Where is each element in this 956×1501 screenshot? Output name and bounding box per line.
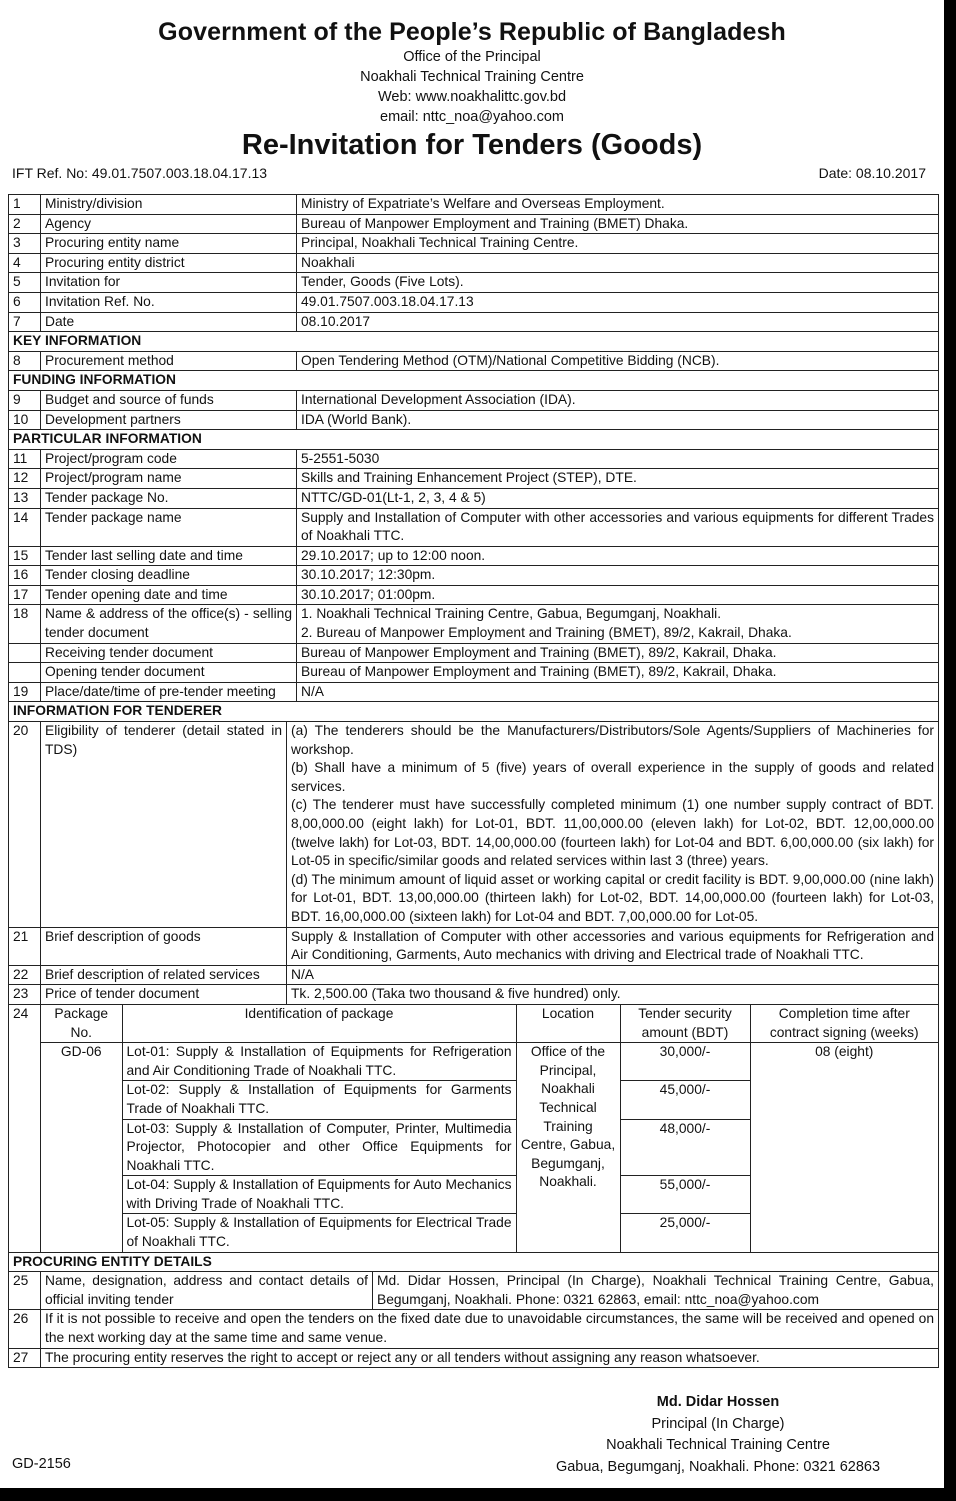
row-number: 20 (9, 722, 41, 928)
row-label: Tender opening date and time (41, 585, 297, 605)
ref-line (12, 162, 934, 182)
section-heading (9, 430, 939, 450)
row-label: Receiving tender document (41, 643, 297, 663)
row-value: NTTC/GD-01(Lt-1, 2, 3, 4 & 5) (297, 488, 939, 508)
section-procuring-entity-details: PROCURING ENTITY DETAILS (9, 1252, 939, 1272)
table-row (9, 273, 939, 293)
row-number: 18 (9, 605, 41, 643)
row-value (297, 605, 939, 643)
section-key-information: KEY INFORMATION (9, 332, 939, 352)
row-number: 25 (9, 1272, 41, 1310)
row-number (9, 663, 41, 683)
eligibility-d: (d) The minimum amount of liquid asset or working capital or credit facility is BDT. 9,00,000.00 (nine lakh) for Lot-01, BDT. 13,00,000.00 (thirteen lakh) for Lot-02, BDT. 14,00,000.00 (fourteen lakh) for Lot-03, BDT. 16,00,000.00 (sixteen lakh) for Lot-04 and BDT. 7,00,000.00 for Lot-05. (291, 871, 934, 924)
eligibility-b: (b) Shall have a minimum of 5 (five) years of overall experience in the supply of goods and related services. (291, 760, 934, 794)
row-label: Ministry/division (41, 195, 297, 215)
lot-security: 25,000/- (620, 1214, 750, 1252)
section-heading (9, 371, 939, 391)
table-row (9, 1348, 939, 1368)
row-number: 23 (9, 985, 41, 1005)
row-number: 16 (9, 566, 41, 586)
table-row (9, 605, 939, 643)
row-number: 21 (9, 927, 41, 965)
row-value: Tender, Goods (Five Lots). (297, 273, 939, 293)
notice-title: Re-Invitation for Tenders (Goods) (241, 129, 703, 161)
table-row (9, 585, 939, 605)
row-value: Bureau of Manpower Employment and Training (BMET), 89/2, Kakrail, Dhaka. (297, 663, 939, 683)
lot-description: Lot-02: Supply & Installation of Equipments for Garments Trade of Noakhali TTC. (122, 1081, 516, 1119)
row-number: 12 (9, 469, 41, 489)
table-row (9, 508, 939, 546)
row-label: Tender package No. (41, 488, 297, 508)
selling-office-2: 2. Bureau of Manpower Employment and Training (BMET), 89/2, Kakrail, Dhaka. (301, 625, 792, 641)
ift-ref: IFT Ref. No: 49.01.7507.003.18.04.17.13 (12, 165, 268, 181)
signatory-designation: Principal (In Charge) (651, 1415, 785, 1432)
row-value: Supply & Installation of Computer with other accessories and various equipments for Refrigeration and Air Conditioning, Garments, Auto mechanics with driving and Electrical trade of Noakhali TTC. (287, 927, 939, 965)
row-label: Procurement method (41, 351, 297, 371)
lot-security: 48,000/- (620, 1119, 750, 1176)
row-value: Bureau of Manpower Employment and Training (BMET) Dhaka. (297, 214, 939, 234)
row-label: Brief description of related services (41, 965, 287, 985)
row-number: 4 (9, 253, 41, 273)
centre-line: Noakhali Technical Training Centre (360, 69, 584, 85)
section-heading (9, 1252, 939, 1272)
row-number: 2 (9, 214, 41, 234)
row-value: 49.01.7507.003.18.04.17.13 (297, 292, 939, 312)
row-label: Project/program name (41, 469, 297, 489)
table-row (9, 682, 939, 702)
email-line: email: nttc_noa@yahoo.com (380, 109, 564, 125)
header-location: Location (516, 1005, 620, 1043)
row-label: Development partners (41, 410, 297, 430)
lot-description: Lot-05: Supply & Installation of Equipments for Electrical Trade of Noakhali TTC. (122, 1214, 516, 1252)
office-line: Office of the Principal (403, 49, 541, 65)
lot-security: 55,000/- (620, 1176, 750, 1214)
row-value: Open Tendering Method (OTM)/National Competitive Bidding (NCB). (297, 351, 939, 371)
table-row (9, 566, 939, 586)
lot-row (41, 1043, 938, 1081)
table-row (9, 292, 939, 312)
row-number: 8 (9, 351, 41, 371)
section-funding-information: FUNDING INFORMATION (9, 371, 939, 391)
table-row (9, 312, 939, 332)
header-completion-time: Completion time after contract signing (weeks) (750, 1005, 938, 1043)
row-number: 10 (9, 410, 41, 430)
row-number: 14 (9, 508, 41, 546)
row-label: Procuring entity district (41, 253, 297, 273)
lot-description: Lot-03: Supply & Installation of Computer, Printer, Multimedia Projector, Photocopier and other Office Equipments for Noakhali TTC. (122, 1119, 516, 1176)
row-number: 22 (9, 965, 41, 985)
row-label: Name, designation, address and contact details of official inviting tender (41, 1272, 373, 1310)
notice-date: Date: 08.10.2017 (818, 165, 926, 181)
row-label: Tender closing deadline (41, 566, 297, 586)
section-information-for-tenderer: INFORMATION FOR TENDERER (9, 702, 939, 722)
row-number (9, 643, 41, 663)
package-table (41, 1005, 938, 1252)
row-number: 17 (9, 585, 41, 605)
row-label: Date (41, 312, 297, 332)
government-title: Government of the People’s Republic of Bangladesh (158, 18, 786, 46)
row-value: If it is not possible to receive and open the tenders on the fixed date due to unavoidable circumstances, the same will be received and opened on the next working day at the same time and same venue. (41, 1310, 939, 1348)
row-label: Opening tender document (41, 663, 297, 683)
package-row (9, 1004, 939, 1252)
row-value: 30.10.2017; 12:30pm. (297, 566, 939, 586)
header-identification: Identification of package (122, 1005, 516, 1043)
row-value: Noakhali (297, 253, 939, 273)
section-particular-information: PARTICULAR INFORMATION (9, 430, 939, 450)
table-row (9, 965, 939, 985)
signatory-name: Md. Didar Hossen (656, 1394, 780, 1410)
row-value: 08.10.2017 (297, 312, 939, 332)
row-label: Invitation for (41, 273, 297, 293)
notice-code: GD-2156 (12, 1456, 71, 1472)
table-row (9, 234, 939, 254)
table-row (9, 1272, 939, 1310)
table-row (9, 546, 939, 566)
table-row (9, 643, 939, 663)
row-number: 1 (9, 195, 41, 215)
eligibility-c: (c) The tenderer must have successfully completed minimum (1) one number supply contract of BDT. 8,00,000.00 (eight lakh) for Lot-01, BDT. 11,00,000.00 (eleven lakh) for Lot-02, BDT. 12,00,000.00 (twelve lakh) for Lot-03, BDT. 14,00,000.00 (fourteen lakh) for Lot-04 and BDT. 6,00,000.00 (six lakh) for Lot-05 in specific/similar goods and related services within last 3 (three) years. (291, 797, 934, 869)
section-heading (9, 332, 939, 352)
signatory-centre: Noakhali Technical Training Centre (606, 1437, 830, 1453)
package-location: Office of the Principal, Noakhali Technical Training Centre, Gabua, Begumganj, Noakhali. (516, 1043, 620, 1252)
table-row (9, 722, 939, 928)
row-value: Bureau of Manpower Employment and Training (BMET), 89/2, Kakrail, Dhaka. (297, 643, 939, 663)
header-package-no: Package No. (41, 1005, 122, 1043)
header-tender-security: Tender security amount (BDT) (620, 1005, 750, 1043)
row-value: Skills and Training Enhancement Project (STEP), DTE. (297, 469, 939, 489)
row-label: Place/date/time of pre-tender meeting (41, 682, 297, 702)
row-label: Tender package name (41, 508, 297, 546)
table-row (9, 469, 939, 489)
lot-description: Lot-04: Supply & Installation of Equipments for Auto Mechanics with Driving Trade of Noakhali TTC. (122, 1176, 516, 1214)
row-label: Procuring entity name (41, 234, 297, 254)
row-number: 13 (9, 488, 41, 508)
row-value: 29.10.2017; up to 12:00 noon. (297, 546, 939, 566)
web-line: Web: www.noakhalittc.gov.bd (377, 89, 567, 105)
package-header-row (41, 1005, 938, 1043)
row-number: 9 (9, 390, 41, 410)
row-value: 30.10.2017; 01:00pm. (297, 585, 939, 605)
row-number: 6 (9, 292, 41, 312)
row-number: 24 (9, 1004, 41, 1252)
selling-office-1: 1. Noakhali Technical Training Centre, Gabua, Begumganj, Noakhali. (301, 606, 722, 622)
row-number: 11 (9, 449, 41, 469)
lot-description: Lot-01: Supply & Installation of Equipments for Refrigeration and Air Conditioning Trade of Noakhali TTC. (122, 1043, 516, 1081)
row-value: Ministry of Expatriate’s Welfare and Overseas Employment. (297, 195, 939, 215)
table-row (9, 1310, 939, 1348)
row-value: Principal, Noakhali Technical Training Centre. (297, 234, 939, 254)
header (0, 18, 944, 162)
table-row (9, 214, 939, 234)
row-number: 7 (9, 312, 41, 332)
lot-security: 30,000/- (620, 1043, 750, 1081)
row-number: 15 (9, 546, 41, 566)
row-number: 19 (9, 682, 41, 702)
table-row (9, 449, 939, 469)
row-label: Budget and source of funds (41, 390, 297, 410)
signatory-address: Gabua, Begumganj, Noakhali. Phone: 0321 62863 (555, 1458, 881, 1475)
row-label: Project/program code (41, 449, 297, 469)
row-label: Eligibility of tenderer (detail stated in TDS) (41, 722, 287, 928)
completion-time: 08 (eight) (750, 1043, 938, 1252)
table-row (9, 253, 939, 273)
row-number: 5 (9, 273, 41, 293)
row-label: Agency (41, 214, 297, 234)
row-number: 27 (9, 1348, 41, 1368)
row-label: Brief description of goods (41, 927, 287, 965)
row-label: Invitation Ref. No. (41, 292, 297, 312)
eligibility-a: (a) The tenderers should be the Manufacturers/Distributors/Sole Agents/Suppliers of Machineries for workshop. (291, 723, 934, 757)
table-row (9, 195, 939, 215)
row-value: Tk. 2,500.00 (Taka two thousand & five hundred) only. (287, 985, 939, 1005)
row-value: N/A (297, 682, 939, 702)
package-cell (41, 1004, 939, 1252)
row-label: Price of tender document (41, 985, 287, 1005)
row-value: N/A (287, 965, 939, 985)
row-value: 5-2551-5030 (297, 449, 939, 469)
table-row (9, 390, 939, 410)
table-row (9, 927, 939, 965)
row-value: IDA (World Bank). (297, 410, 939, 430)
row-number: 3 (9, 234, 41, 254)
package-no: GD-06 (41, 1043, 122, 1252)
tender-table (8, 194, 939, 1368)
section-heading (9, 702, 939, 722)
row-value: Supply and Installation of Computer with other accessories and various equipments for different Trades of Noakhali TTC. (297, 508, 939, 546)
row-value: Md. Didar Hossen, Principal (In Charge), Noakhali Technical Training Centre, Gabua, Begumganj, Noakhali. Phone: 0321 62863, email: nttc_noa@yahoo.com (373, 1272, 939, 1310)
table-row (9, 410, 939, 430)
lot-security: 45,000/- (620, 1081, 750, 1119)
table-row (9, 351, 939, 371)
table-row (9, 663, 939, 683)
signature-block (550, 1392, 886, 1478)
row-label: Tender last selling date and time (41, 546, 297, 566)
table-row (9, 985, 939, 1005)
row-value (287, 722, 939, 928)
row-number: 26 (9, 1310, 41, 1348)
row-value: The procuring entity reserves the right to accept or reject any or all tenders without assigning any reason whatsoever. (41, 1348, 939, 1368)
table-row (9, 488, 939, 508)
row-value: International Development Association (IDA). (297, 390, 939, 410)
row-label: Name & address of the office(s) - selling tender document (41, 605, 297, 643)
